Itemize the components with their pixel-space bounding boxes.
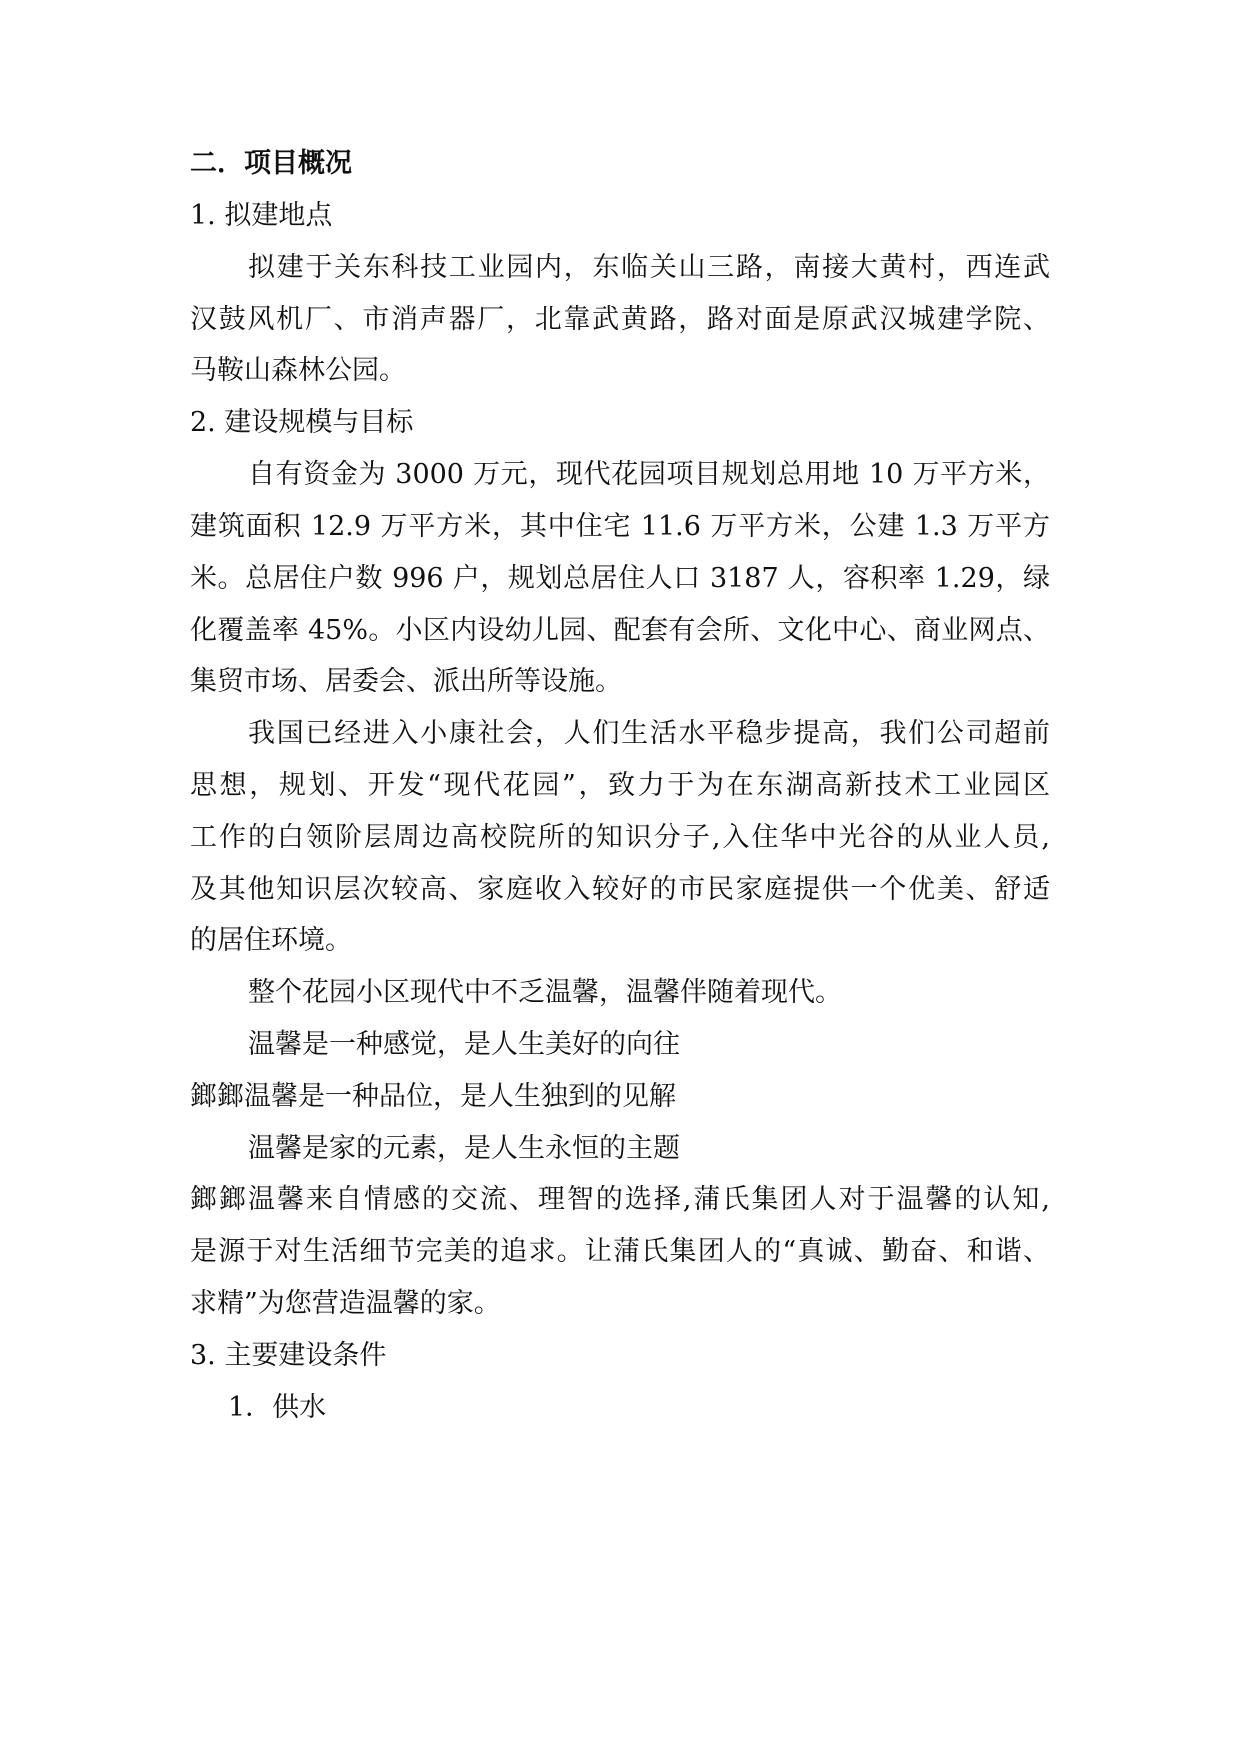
paragraph-goal-line: 我国已经进入小康社会，人们生活水平稳步提高，我们公司超前	[248, 718, 1050, 749]
paragraph-scale-line: 米。总居住户数 996 户，规划总居住人口 3187 人，容积率 1.29，绿	[190, 563, 1050, 594]
verse-line: 鎯鎯温馨是一种品位，是人生独到的见解	[190, 1081, 676, 1112]
subsection-title-conditions: 3. 主要建设条件	[190, 1340, 387, 1371]
paragraph-scale-line: 集贸市场、居委会、派出所等设施。	[190, 666, 622, 697]
paragraph-brand-line: 鎯鎯温馨来自情感的交流、理智的选择,蒲氏集团人对于温馨的认知,	[190, 1184, 1050, 1215]
verse-line: 温馨是家的元素，是人生永恒的主题	[248, 1133, 680, 1164]
paragraph-scale-line: 建筑面积 12.9 万平方米，其中住宅 11.6 万平方米，公建 1.3 万平方	[190, 511, 1050, 542]
paragraph-goal-line: 的居住环境。	[190, 925, 352, 956]
paragraph-location-line: 拟建于关东科技工业园内，东临关山三路，南接大黄村，西连武	[248, 252, 1050, 283]
paragraph-brand-line: 是源于对生活细节完美的追求。让蒲氏集团人的“真诚、勤奋、和谐、	[190, 1236, 1050, 1267]
subsection-title-location: 1. 拟建地点	[190, 200, 333, 231]
list-item-water-supply: 1．供水	[228, 1392, 327, 1423]
verse-line: 温馨是一种感觉，是人生美好的向往	[248, 1029, 680, 1060]
subsection-title-scale: 2. 建设规模与目标	[190, 407, 414, 438]
paragraph-scale-line: 自有资金为 3000 万元，现代花园项目规划总用地 10 万平方米，	[248, 459, 1050, 490]
paragraph-warmth: 整个花园小区现代中不乏温馨，温馨伴随着现代。	[248, 977, 842, 1008]
section-title: 二．项目概况	[190, 148, 352, 179]
paragraph-goal-line: 思想，规划、开发“现代花园”，致力于为在东湖高新技术工业园区	[190, 770, 1050, 801]
paragraph-location-line: 汉鼓风机厂、市消声器厂，北靠武黄路，路对面是原武汉城建学院、	[190, 304, 1050, 335]
paragraph-scale-line: 化覆盖率 45%。小区内设幼儿园、配套有会所、文化中心、商业网点、	[190, 615, 1050, 646]
paragraph-goal-line: 工作的白领阶层周边高校院所的知识分子,入住华中光谷的从业人员,	[190, 822, 1050, 853]
paragraph-location-line: 马鞍山森林公园。	[190, 355, 406, 386]
paragraph-goal-line: 及其他知识层次较高、家庭收入较好的市民家庭提供一个优美、舒适	[190, 874, 1050, 905]
paragraph-brand-line: 求精”为您营造温馨的家。	[190, 1288, 501, 1319]
